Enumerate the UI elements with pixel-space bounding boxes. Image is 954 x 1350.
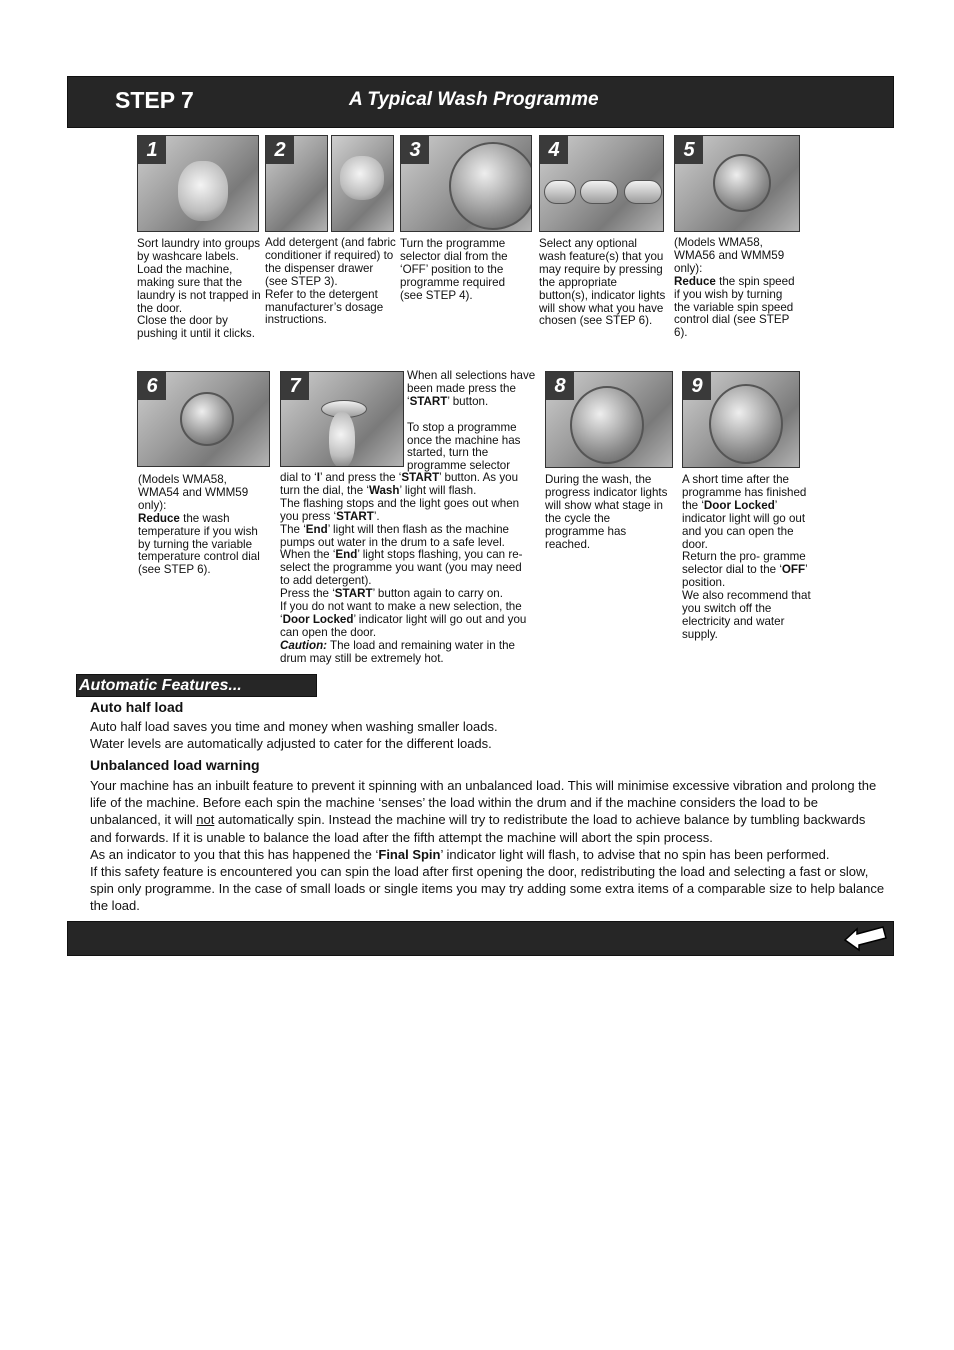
option-button-image	[580, 180, 618, 204]
step-number: 6	[138, 372, 166, 400]
dispenser-drawer-image	[340, 156, 384, 200]
page-footer	[67, 921, 894, 956]
photo-step-6	[137, 371, 270, 467]
auto-half-load-text: Auto half load saves you time and money when washing smaller loads. Water levels are automatically adjusted to cater for the different loads.	[90, 719, 498, 752]
reduce-label: Reduce	[138, 511, 180, 525]
caption-step-6	[138, 474, 266, 577]
unbalanced-load-heading: Unbalanced load warning	[90, 757, 260, 773]
finger-image	[329, 412, 355, 467]
photo-step-9	[682, 371, 800, 468]
step-number: 7	[281, 372, 309, 400]
step-number: 2	[266, 136, 294, 164]
photo-step-7	[280, 371, 404, 467]
reduce-label: Reduce	[674, 274, 716, 288]
models-note: (Models WMA58, WMA56 and WMM59 only):	[674, 236, 785, 275]
option-button-image	[624, 180, 662, 204]
models-note: (Models WMA58, WMA54 and WMM59 only):	[138, 473, 249, 512]
step-number: 4	[540, 136, 568, 164]
caption-text: the spin speed if you wish by turning the variable spin speed control dial (see STEP 6).	[674, 274, 795, 340]
step-number: 5	[675, 136, 703, 164]
spin-dial-image	[713, 154, 771, 212]
step-number: 9	[683, 372, 711, 400]
laundry-image	[178, 161, 228, 221]
photo-step-8	[545, 371, 673, 468]
step-number: 3	[401, 136, 429, 164]
caption-step-4: Select any optional wash feature(s) that you may require by pressing the appropriate button(s), indicator lights will show what you have chosen (see STEP 6).	[539, 237, 666, 328]
caption-step-8: During the wash, the progress indicator lights will show what stage in the cycle the programme has reached.	[545, 473, 668, 551]
step-number: 1	[138, 136, 166, 164]
caption-step-9: A short time after the programme has finished the ‘Door Locked’ indicator light will go out and you can open the door. Return the pro- gramme selector dial to the ‘OFF’ position. We also recommend that you switch off the electricity and water supply.	[682, 473, 811, 641]
photo-step-4	[539, 135, 664, 232]
photo-step-2b	[331, 135, 394, 232]
caption-step-5	[674, 237, 798, 340]
step-number: 8	[546, 372, 574, 400]
automatic-features-heading: Automatic Features...	[76, 674, 317, 697]
photo-step-3	[400, 135, 532, 232]
caption-step-1: Sort laundry into groups by washcare labels. Load the machine, making sure that the laundry is not trapped in the door. Close the door by pushing it until it clicks.	[137, 237, 261, 341]
selector-dial-image	[449, 142, 532, 230]
unbalanced-load-text: Your machine has an inbuilt feature to prevent it spinning with an unbalanced load. This will minimise excessive vibration and prolong the life of the machine. Before each spin the machine ‘senses’ the load within the drum and if the machine considers the load to be unbalanced, it will not automatically spin. Instead the machine will try to redistribute the load to achieve balance by tumbling backwards and forwards. If it is unable to balance the load after the fifth attempt the machine will abort the spin process. As an indicator to you that this has happened the ‘Final Spin’ indicator light will flash, to advise that no spin has been performed. If this safety feature is encountered you can spin the load after first opening the door, redistributing the load and selecting a fast or slow, spin only programme. In the case of small loads or single items you may try adding some extra items of a comparable size to help balance the load.	[90, 778, 885, 914]
photo-step-2a	[265, 135, 328, 232]
page-header	[67, 76, 894, 128]
option-button-image	[544, 180, 576, 204]
caption-step-7: dial to ‘I’ and press the ‘START’ button. As you turn the dial, the ‘Wash’ light will flash. The flashing stops and the light goes out when you press ‘START’. The ‘End’ light will then flash as the machine pumps out water in the drum to a safe level. When the ‘End’ light stops flashing, you can re-select the programme you want (you may need to add detergent). Press the ‘START’ button again to carry on. If you do not want to make a new selection, the ‘Door Locked’ indicator light will go out and you can open the door. Caution: The load and remaining water in the drum may still be extremely hot.	[280, 471, 527, 665]
page-title: A Typical Wash Programme	[349, 89, 599, 110]
caption-step-7-intro: When all selections have been made press the ‘START’ button. To stop a programme once the machine has started, turn the programme selector	[407, 369, 536, 473]
photo-step-5	[674, 135, 800, 232]
caption-step-2: Add detergent (and fabric conditioner if required) to the dispenser drawer (see STEP 3). Refer to the detergent manufacturer’s dosage instructions.	[265, 236, 396, 327]
programme-dial-image	[570, 386, 644, 464]
caption-step-3: Turn the programme selector dial from the ‘OFF’ position to the programme required (see STEP 4).	[400, 237, 508, 302]
photo-step-1	[137, 135, 259, 232]
next-page-arrow-icon[interactable]	[843, 926, 887, 952]
temperature-dial-image	[180, 392, 234, 446]
caption-text: the wash temperature if you wish by turning the variable temperature control dial (see STEP 6).	[138, 511, 260, 577]
step-label: STEP 7	[115, 87, 194, 113]
programme-dial-image	[709, 384, 783, 464]
auto-half-load-heading: Auto half load	[90, 699, 184, 715]
